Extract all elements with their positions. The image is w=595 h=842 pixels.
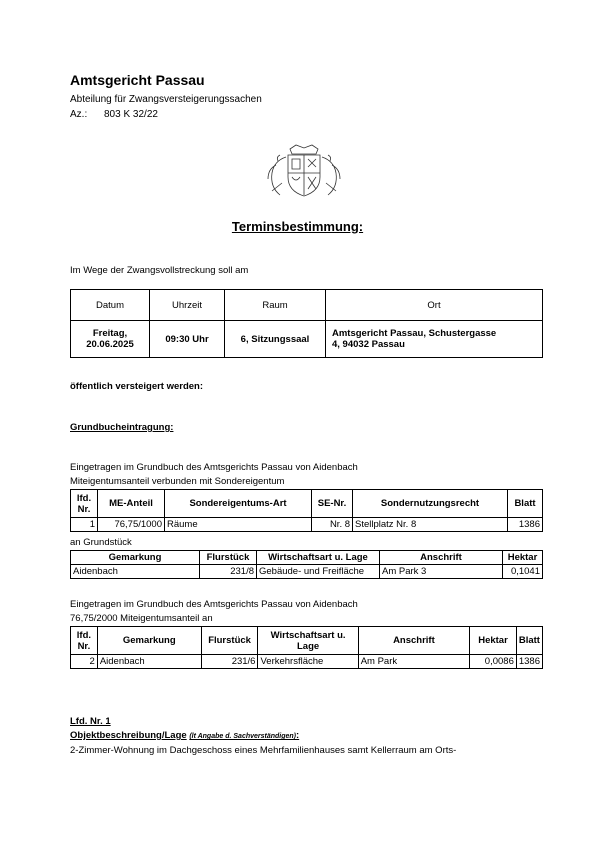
- table-row: [71, 565, 543, 579]
- cell: Am Park 3: [380, 565, 503, 579]
- column-header: Hektar: [503, 551, 543, 565]
- cell: 76,75/1000: [98, 518, 165, 532]
- cell: 1: [71, 518, 98, 532]
- cell: Gebäude- und Freifläche: [257, 565, 380, 579]
- column-header: lfd. Nr.: [71, 490, 98, 518]
- cell: Am Park: [358, 655, 469, 669]
- entry-intro: 76,75/2000 Miteigentumsanteil an: [70, 613, 213, 624]
- column-header: Hektar: [470, 627, 517, 655]
- page-title: Terminsbestimmung:: [231, 219, 364, 234]
- entry-intro: Miteigentumsanteil verbunden mit Sondereigentum: [70, 476, 285, 487]
- cell: Nr. 8: [312, 518, 353, 532]
- room-cell: 6, Sitzungssaal: [225, 321, 326, 358]
- column-header: Datum: [71, 290, 150, 321]
- column-header: Gemarkung: [97, 627, 201, 655]
- court-name: Amtsgericht Passau: [70, 72, 205, 88]
- column-header: Uhrzeit: [150, 290, 225, 321]
- object-colon: :: [296, 730, 300, 741]
- cell: Aidenbach: [97, 655, 201, 669]
- cell: Aidenbach: [71, 565, 200, 579]
- object-description: 2-Zimmer-Wohnung im Dachgeschoss eines Mehrfamilienhauses samt Kellerraum am Orts-: [70, 745, 457, 756]
- entry-intro: Eingetragen im Grundbuch des Amtsgerichts Passau von Aidenbach: [70, 599, 358, 610]
- column-header: lfd. Nr.: [71, 627, 98, 655]
- cell: Verkehrsfläche: [258, 655, 358, 669]
- intro-text: Im Wege der Zwangsvollstreckung soll am: [70, 265, 249, 276]
- department: Abteilung für Zwangsversteigerungssachen: [70, 94, 262, 105]
- table-header-row: [71, 551, 543, 565]
- sold-statement: öffentlich versteigert werden:: [70, 381, 204, 392]
- column-header: Gemarkung: [71, 551, 200, 565]
- weekday: Freitag,: [92, 328, 128, 339]
- column-header: Ort: [326, 290, 543, 321]
- miteigentum-table: [70, 626, 543, 669]
- column-header: Anschrift: [358, 627, 469, 655]
- place-line: 4, 94032 Passau: [332, 339, 405, 350]
- schedule-table: [70, 289, 543, 358]
- cell: 2: [71, 655, 98, 669]
- cell: 0,1041: [503, 565, 543, 579]
- case-number-label: Az.:: [70, 109, 88, 120]
- place-line: Amtsgericht Passau, Schustergasse: [332, 328, 497, 339]
- column-header: Sondernutzungsrecht: [353, 490, 508, 518]
- date: 20.06.2025: [86, 339, 134, 350]
- column-header: Blatt: [508, 490, 543, 518]
- table-row: [71, 321, 543, 358]
- case-number: 803 K 32/22: [104, 109, 158, 120]
- cell: 1386: [508, 518, 543, 532]
- table-header-row: [71, 490, 543, 518]
- object-note: (lt Angabe d. Sachverständigen): [189, 733, 297, 740]
- column-header: Wirtschaftsart u. Lage: [258, 627, 358, 655]
- table-header-row: [71, 627, 543, 655]
- column-header: Blatt: [516, 627, 542, 655]
- object-heading-line: [70, 730, 299, 741]
- cell: 231/8: [200, 565, 257, 579]
- table-row: [71, 655, 543, 669]
- sub-intro: an Grundstück: [70, 537, 132, 548]
- cell: Räume: [165, 518, 312, 532]
- table-row: [71, 518, 543, 532]
- time-cell: 09:30 Uhr: [150, 321, 225, 358]
- cell: 1386: [516, 655, 542, 669]
- column-header: SE-Nr.: [312, 490, 353, 518]
- grundstueck-table: [70, 550, 543, 579]
- column-header: Flurstück: [200, 551, 257, 565]
- coat-of-arms-seal: [262, 143, 346, 199]
- object-heading: Objektbeschreibung/Lage: [70, 730, 187, 741]
- column-header: Wirtschaftsart u. Lage: [257, 551, 380, 565]
- column-header: ME-Anteil: [98, 490, 165, 518]
- column-header: Sondereigentums-Art: [165, 490, 312, 518]
- section-heading: Grundbucheintragung:: [70, 422, 174, 433]
- entry-intro: Eingetragen im Grundbuch des Amtsgerichts Passau von Aidenbach: [70, 462, 358, 473]
- column-header: Anschrift: [380, 551, 503, 565]
- place-cell: [326, 321, 543, 358]
- sondereigentum-table: [70, 489, 543, 532]
- cell: 231/6: [201, 655, 258, 669]
- column-header: Raum: [225, 290, 326, 321]
- cell: 0,0086: [470, 655, 517, 669]
- cell: Stellplatz Nr. 8: [353, 518, 508, 532]
- date-cell: [71, 321, 150, 358]
- lfd-number: Lfd. Nr. 1: [70, 716, 111, 727]
- column-header: Flurstück: [201, 627, 258, 655]
- table-header-row: [71, 290, 543, 321]
